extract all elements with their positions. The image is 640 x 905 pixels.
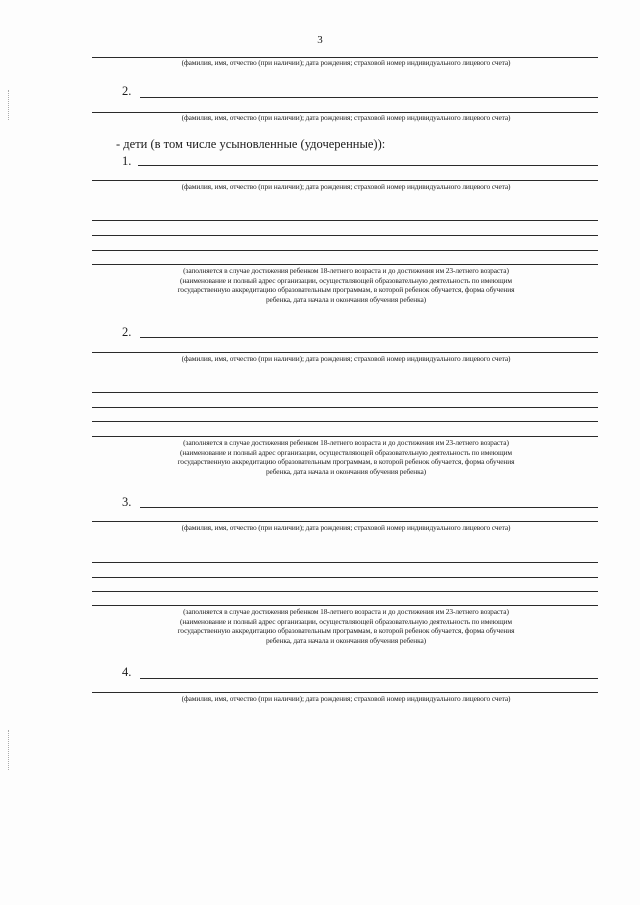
education-line[interactable] xyxy=(92,250,598,251)
education-caption: (заполняется в случае достижения ребенком 18-летнего возраста и до достижения им 23-летнего возраста) (наименование и полный адрес организации, осуществляющей образовательную деятельность по имеющим государственную аккредитацию образовательным программам, в которой ребенок обучается, форма обучения ребенка, дата начала и окончания обучения ребенка) xyxy=(177,266,515,304)
education-line[interactable] xyxy=(92,605,598,606)
fio-line[interactable] xyxy=(92,521,598,522)
fio-line[interactable] xyxy=(140,507,598,508)
entry-number: 3. xyxy=(122,495,132,509)
fio-line[interactable] xyxy=(92,180,598,181)
page-number: 3 xyxy=(317,34,323,46)
education-line[interactable] xyxy=(92,407,598,408)
fio-line[interactable] xyxy=(140,97,598,98)
education-line[interactable] xyxy=(92,235,598,236)
fio-line[interactable] xyxy=(140,337,598,338)
education-line[interactable] xyxy=(92,577,598,578)
scan-margin-mark xyxy=(8,90,10,120)
entry-number: 1. xyxy=(122,154,132,168)
fio-caption: (фамилия, имя, отчество (при наличии); дата рождения; страховой номер индивидуального лицевого счета) xyxy=(181,354,511,363)
fio-caption: (фамилия, имя, отчество (при наличии); дата рождения; страховой номер индивидуального лицевого счета) xyxy=(181,694,511,703)
education-line[interactable] xyxy=(92,562,598,563)
fio-caption: (фамилия, имя, отчество (при наличии); дата рождения; страховой номер индивидуального лицевого счета) xyxy=(181,523,511,532)
fio-line[interactable] xyxy=(140,678,598,679)
education-line[interactable] xyxy=(92,591,598,592)
education-caption: (заполняется в случае достижения ребенком 18-летнего возраста и до достижения им 23-летнего возраста) (наименование и полный адрес организации, осуществляющей образовательную деятельность по имеющим государственную аккредитацию образовательным программам, в которой ребенок обучается, форма обучения ребенка, дата начала и окончания обучения ребенка) xyxy=(177,607,515,645)
children-heading: - дети (в том числе усыновленные (удочеренные)): xyxy=(116,137,386,151)
fio-caption: (фамилия, имя, отчество (при наличии); дата рождения; страховой номер индивидуального лицевого счета) xyxy=(181,58,511,67)
fio-caption: (фамилия, имя, отчество (при наличии); дата рождения; страховой номер индивидуального лицевого счета) xyxy=(181,182,511,191)
fio-line[interactable] xyxy=(138,165,598,166)
education-line[interactable] xyxy=(92,264,598,265)
entry-number: 4. xyxy=(122,665,132,679)
education-caption: (заполняется в случае достижения ребенком 18-летнего возраста и до достижения им 23-летнего возраста) (наименование и полный адрес организации, осуществляющей образовательную деятельность по имеющим государственную аккредитацию образовательным программам, в которой ребенок обучается, форма обучения ребенка, дата начала и окончания обучения ребенка) xyxy=(177,438,515,476)
education-line[interactable] xyxy=(92,421,598,422)
scan-margin-mark xyxy=(8,730,10,770)
fio-line[interactable] xyxy=(92,692,598,693)
education-line[interactable] xyxy=(92,220,598,221)
education-line[interactable] xyxy=(92,392,598,393)
entry-number: 2. xyxy=(122,84,132,98)
entry-number: 2. xyxy=(122,325,132,339)
fio-caption: (фамилия, имя, отчество (при наличии); дата рождения; страховой номер индивидуального лицевого счета) xyxy=(181,113,511,122)
fio-line[interactable] xyxy=(92,352,598,353)
education-line[interactable] xyxy=(92,436,598,437)
